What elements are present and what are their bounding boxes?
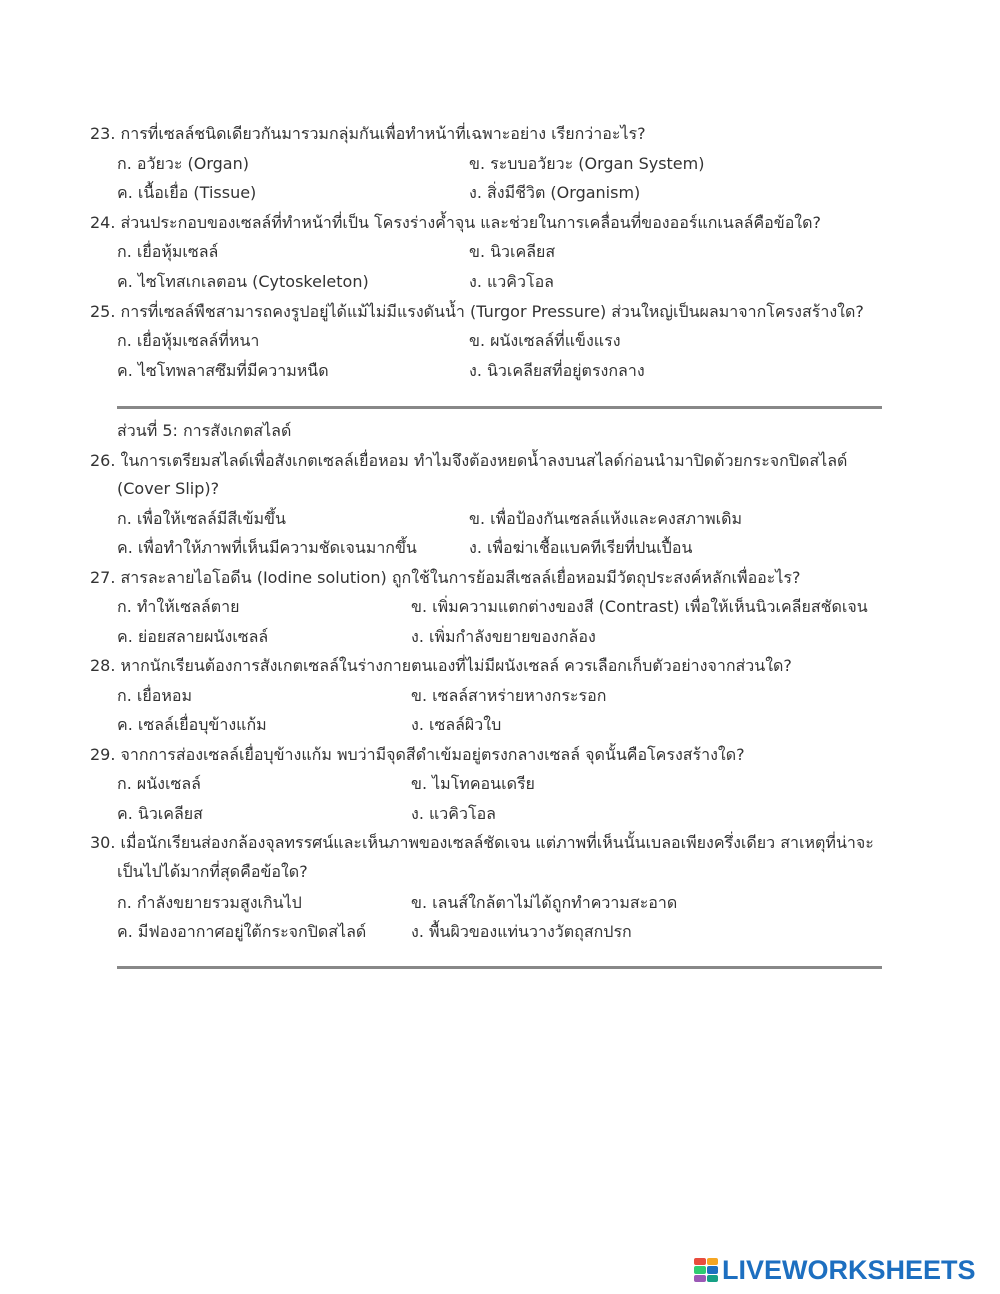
q26-option-b: ข. เพื่อป้องกันเซลล์แห้งและคงสภาพเดิม [469,509,743,528]
logo-square [707,1275,719,1282]
q29-option-d: ง. แวคิวโอล [411,804,496,823]
q30-option-a: ก. กำลังขยายรวมสูงเกินไป [117,893,302,912]
liveworksheets-logo [694,1254,976,1286]
logo-square [694,1258,706,1265]
logo-square [694,1266,706,1273]
q23-option-c: ค. เนื้อเยื่อ (Tissue) [117,183,257,202]
q25-option-d: ง. นิวเคลียสที่อยู่ตรงกลาง [469,361,645,380]
q25-option-c: ค. ไซโทพลาสซึมที่มีความหนืด [117,361,329,380]
q27-option-b: ข. เพิ่มความแตกต่างของสี (Contrast) เพื่อให้เห็นนิวเคลียสชัดเจน [411,597,868,616]
q27-option-c: ค. ย่อยสลายผนังเซลล์ [117,627,269,646]
logo-text: LIVEWORKSHEETS [722,1254,976,1285]
q26-option-c: ค. เพื่อทำให้ภาพที่เห็นมีความชัดเจนมากขึ้น [117,538,417,557]
q28-option-d: ง. เซลล์ผิวใบ [411,715,502,734]
question-23: 23. การที่เซลล์ชนิดเดียวกันมารวมกลุ่มกันเพื่อทำหน้าที่เฉพาะอย่าง เรียกว่าอะไร? [90,124,646,143]
q28-option-a: ก. เยื่อหอม [117,686,193,705]
q24-option-c: ค. ไซโทสเกเลตอน (Cytoskeleton) [117,272,369,291]
liveworksheets-logo-icon [694,1258,718,1282]
question-30: 30. เมื่อนักเรียนส่องกล้องจุลทรรศน์และเห็นภาพของเซลล์ชัดเจน แต่ภาพที่เห็นนั้นเบลอเพียงครึ่งเดียว สาเหตุที่น่าจะ [90,833,874,852]
q23-option-a: ก. อวัยวะ (Organ) [117,154,249,173]
logo-square [707,1258,719,1265]
q29-option-b: ข. ไมโทคอนเดรีย [411,774,535,793]
q30-option-b: ข. เลนส์ใกล้ตาไม่ได้ถูกทำความสะอาด [411,893,678,912]
q24-option-a: ก. เยื่อหุ้มเซลล์ [117,242,219,261]
question-28: 28. หากนักเรียนต้องการสังเกตเซลล์ในร่างกายตนเองที่ไม่มีผนังเซลล์ ควรเลือกเก็บตัวอย่างจากส่วนใด? [90,656,792,675]
logo-square [694,1275,706,1282]
section-divider [117,406,882,409]
q25-option-b: ข. ผนังเซลล์ที่แข็งแรง [469,331,621,350]
q25-option-a: ก. เยื่อหุ้มเซลล์ที่หนา [117,331,260,350]
q28-option-b: ข. เซลล์สาหร่ายหางกระรอก [411,686,607,705]
section-divider-bottom [117,966,882,969]
question-25: 25. การที่เซลล์พืชสามารถคงรูปอยู่ได้แม้ไม่มีแรงดันน้ำ (Turgor Pressure) ส่วนใหญ่เป็นผลมาจากโครงสร้างใด? [90,302,864,321]
q29-option-c: ค. นิวเคลียส [117,804,203,823]
q27-option-d: ง. เพิ่มกำลังขยายของกล้อง [411,627,596,646]
q29-option-a: ก. ผนังเซลล์ [117,774,201,793]
q30-option-d: ง. พื้นผิวของแท่นวางวัตถุสกปรก [411,922,632,941]
q26-option-d: ง. เพื่อฆ่าเชื้อแบคทีเรียที่ปนเปื้อน [469,538,693,557]
q24-option-b: ข. นิวเคลียส [469,242,556,261]
q23-option-b: ข. ระบบอวัยวะ (Organ System) [469,154,705,173]
q23-option-d: ง. สิ่งมีชีวิต (Organism) [469,183,641,202]
q30-option-c: ค. มีฟองอากาศอยู่ใต้กระจกปิดสไลด์ [117,922,367,941]
question-29: 29. จากการส่องเซลล์เยื่อบุข้างแก้ม พบว่ามีจุดสีดำเข้มอยู่ตรงกลางเซลล์ จุดนั้นคือโครงสร้างใด? [90,745,745,764]
question-27: 27. สารละลายไอโอดีน (Iodine solution) ถูกใช้ในการย้อมสีเซลล์เยื่อหอมมีวัตถุประสงค์หลักเพื่ออะไร? [90,568,801,587]
q27-option-a: ก. ทำให้เซลล์ตาย [117,597,240,616]
q24-option-d: ง. แวคิวโอล [469,272,554,291]
question-24: 24. ส่วนประกอบของเซลล์ที่ทำหน้าที่เป็น โครงร่างค้ำจุน และช่วยในการเคลื่อนที่ของออร์แกเนลล์คือข้อใด? [90,213,821,232]
logo-square [707,1266,719,1273]
question-26-continued: (Cover Slip)? [117,479,220,498]
q26-option-a: ก. เพื่อให้เซลล์มีสีเข้มขึ้น [117,509,286,528]
question-30-continued: เป็นไปได้มากที่สุดคือข้อใด? [117,862,308,881]
section-title: ส่วนที่ 5: การสังเกตสไลด์ [117,421,292,440]
question-26: 26. ในการเตรียมสไลด์เพื่อสังเกตเซลล์เยื่อหอม ทำไมจึงต้องหยดน้ำลงบนสไลด์ก่อนนำมาปิดด้วยกระจกปิดสไลด์ [90,451,848,470]
q28-option-c: ค. เซลล์เยื่อบุข้างแก้ม [117,715,267,734]
